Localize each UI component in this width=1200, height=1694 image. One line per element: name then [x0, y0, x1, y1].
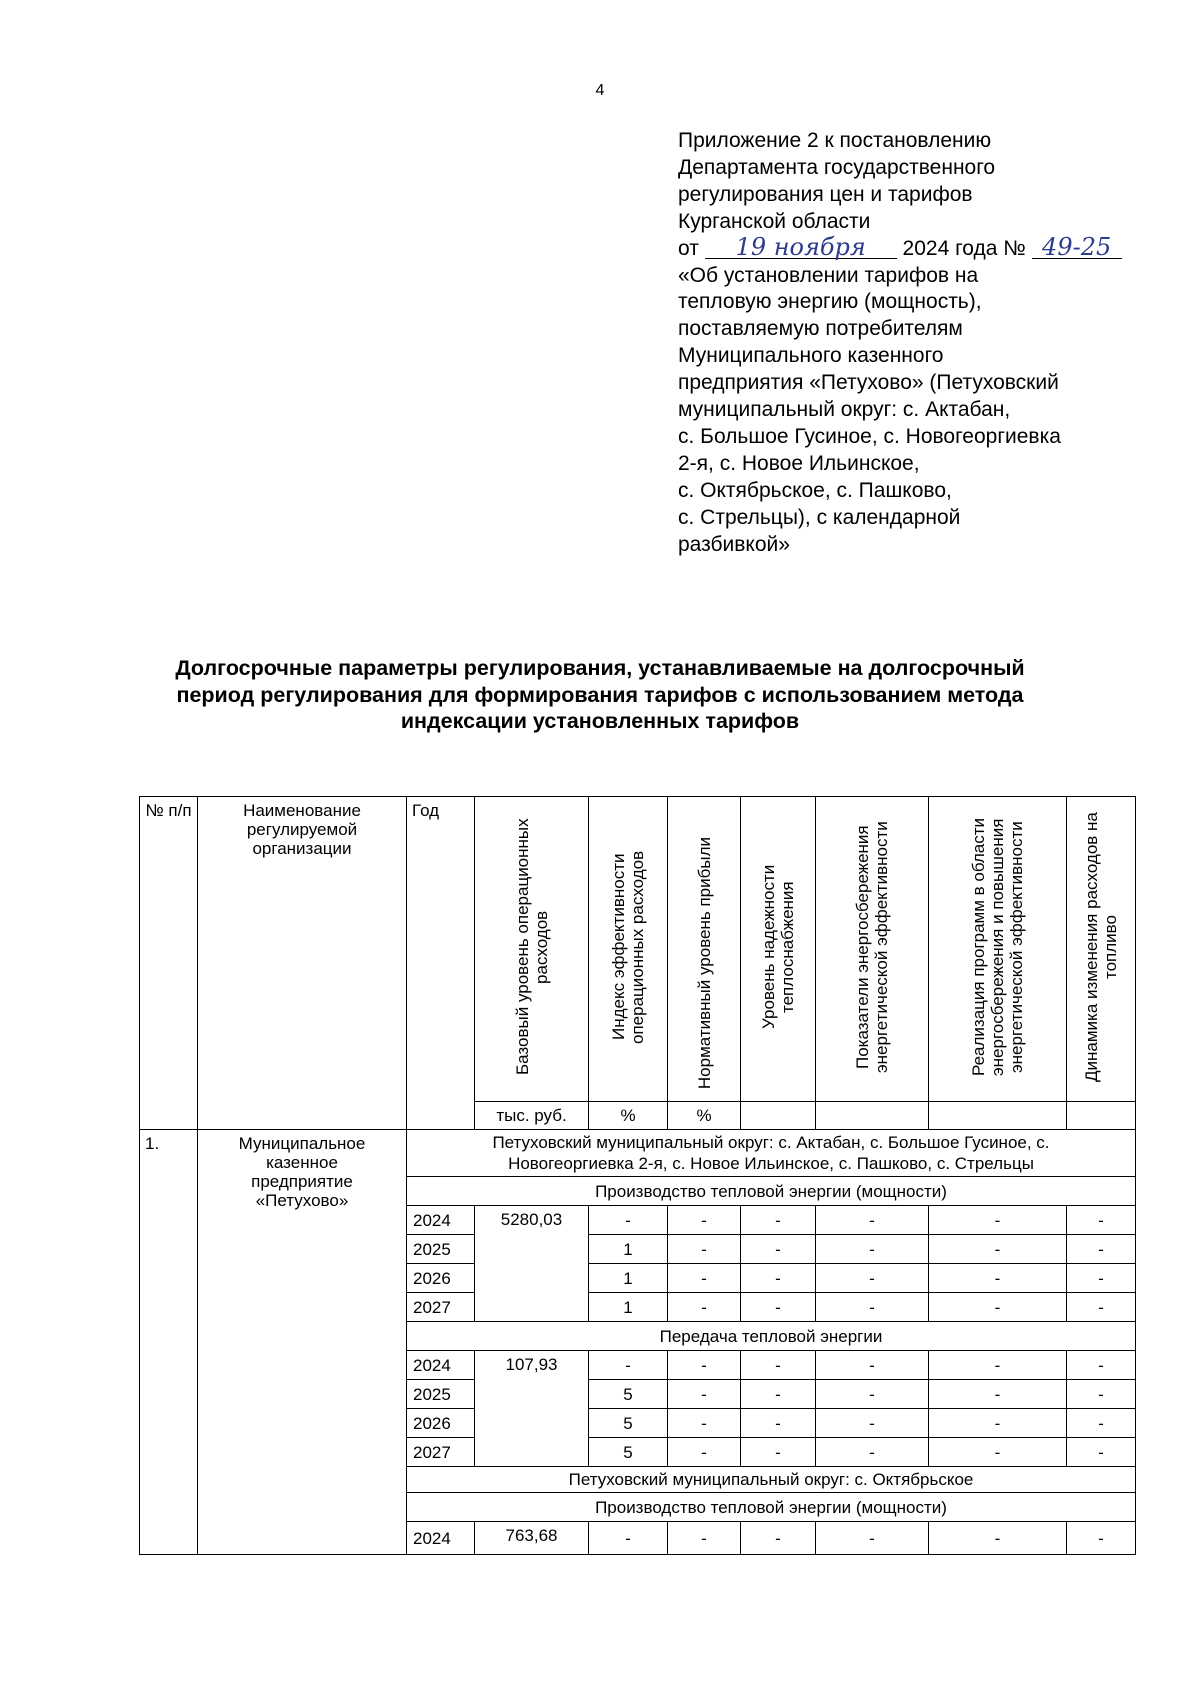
activity-cell: Производство тепловой энергии (мощности)	[407, 1493, 1136, 1522]
year-cell: 2025	[407, 1380, 475, 1409]
index-cell: 5	[589, 1409, 668, 1438]
appendix-line: муниципальный округ: с. Актабан,	[678, 398, 1011, 422]
unit-profit: %	[668, 1102, 741, 1130]
reliability-cell: -	[741, 1351, 816, 1380]
energy-cell: -	[816, 1206, 929, 1235]
index-cell: 1	[589, 1293, 668, 1322]
org-name: Муниципальное казенное предприятие «Петухово»	[198, 1130, 407, 1555]
unit-empty	[741, 1102, 816, 1130]
territory-row	[140, 1130, 1136, 1177]
unit-empty	[929, 1102, 1067, 1130]
handwritten-date: 19 ноября	[705, 236, 897, 259]
year-cell: 2024	[407, 1206, 475, 1235]
energy-cell: -	[816, 1264, 929, 1293]
unit-empty	[816, 1102, 929, 1130]
fuel-cell: -	[1067, 1438, 1136, 1467]
header-profit: Нормативный уровень прибыли	[694, 836, 714, 1089]
header-base-cell	[475, 797, 589, 1102]
header-year: Год	[407, 797, 475, 1130]
header-programs-cell	[929, 797, 1067, 1102]
appendix-line: предприятия «Петухово» (Петуховский	[678, 371, 1059, 395]
appendix-line: поставляемую потребителям	[678, 317, 963, 341]
index-cell: -	[589, 1351, 668, 1380]
fuel-cell: -	[1067, 1351, 1136, 1380]
fuel-cell: -	[1067, 1293, 1136, 1322]
row-number: 1.	[140, 1130, 198, 1555]
appendix-line: Муниципального казенного	[678, 344, 944, 368]
base-cost-cell: 107,93	[475, 1351, 589, 1467]
territory-cell: Петуховский муниципальный округ: с. Актабан, с. Большое Гусиное, с. Новогеоргиевка 2-я, с. Новое Ильинское, с. Пашково, с. Стрельцы	[407, 1130, 1136, 1177]
index-cell: -	[589, 1522, 668, 1555]
year-cell: 2026	[407, 1264, 475, 1293]
reliability-cell: -	[741, 1522, 816, 1555]
header-org: Наименование регулируемой организации	[198, 797, 407, 1130]
appendix-line: с. Стрельцы), с календарной	[678, 505, 961, 529]
unit-empty	[1067, 1102, 1136, 1130]
programs-cell: -	[929, 1264, 1067, 1293]
reliability-cell: -	[741, 1409, 816, 1438]
energy-cell: -	[816, 1438, 929, 1467]
reliability-cell: -	[741, 1438, 816, 1467]
index-cell: 5	[589, 1380, 668, 1409]
year-text: 2024 года №	[902, 236, 1026, 260]
header-reliability: Уровень надежности теплоснабжения	[759, 864, 797, 1030]
title-line: период регулирования для формирования тарифов с использованием метода	[176, 682, 1024, 707]
profit-cell: -	[668, 1235, 741, 1264]
title-line: Долгосрочные параметры регулирования, устанавливаемые на долгосрочный	[175, 656, 1025, 680]
energy-cell: -	[816, 1235, 929, 1264]
year-cell: 2026	[407, 1409, 475, 1438]
appendix-line: регулирования цен и тарифов	[678, 182, 973, 206]
reliability-cell: -	[741, 1380, 816, 1409]
header-programs: Реализация программ в области энергосбережения и повышения энергетической эффективности	[969, 818, 1026, 1076]
header-energy: Показатели энергосбережения энергетической эффективности	[853, 821, 891, 1073]
page-number: 4	[595, 82, 605, 99]
programs-cell: -	[929, 1409, 1067, 1438]
unit-index: %	[589, 1102, 668, 1130]
index-cell: -	[589, 1206, 668, 1235]
fuel-cell: -	[1067, 1206, 1136, 1235]
programs-cell: -	[929, 1522, 1067, 1555]
reliability-cell: -	[741, 1206, 816, 1235]
appendix-header	[678, 128, 1178, 559]
appendix-line: Курганской области	[678, 209, 871, 233]
year-cell: 2027	[407, 1293, 475, 1322]
profit-cell: -	[668, 1206, 741, 1235]
programs-cell: -	[929, 1438, 1067, 1467]
fuel-cell: -	[1067, 1522, 1136, 1555]
header-profit-cell	[668, 797, 741, 1102]
programs-cell: -	[929, 1380, 1067, 1409]
appendix-line: «Об установлении тарифов на	[678, 263, 979, 287]
appendix-line: Приложение 2 к постановлению	[678, 129, 992, 152]
profit-cell: -	[668, 1264, 741, 1293]
header-index-cell	[589, 797, 668, 1102]
header-base: Базовый уровень операционных расходов	[512, 818, 551, 1076]
activity-cell: Передача тепловой энергии	[407, 1322, 1136, 1351]
activity-cell: Производство тепловой энергии (мощности)	[407, 1177, 1136, 1206]
header-energy-cell	[816, 797, 929, 1102]
programs-cell: -	[929, 1351, 1067, 1380]
programs-cell: -	[929, 1235, 1067, 1264]
index-cell: 1	[589, 1235, 668, 1264]
profit-cell: -	[668, 1522, 741, 1555]
fuel-cell: -	[1067, 1380, 1136, 1409]
date-prefix: от	[678, 236, 699, 260]
energy-cell: -	[816, 1409, 929, 1438]
profit-cell: -	[668, 1409, 741, 1438]
reliability-cell: -	[741, 1235, 816, 1264]
index-cell: 5	[589, 1438, 668, 1467]
fuel-cell: -	[1067, 1409, 1136, 1438]
year-cell: 2024	[407, 1351, 475, 1380]
header-num: № п/п	[140, 797, 198, 1130]
appendix-line: 2-я, с. Новое Ильинское,	[678, 451, 920, 475]
index-cell: 1	[589, 1264, 668, 1293]
profit-cell: -	[668, 1351, 741, 1380]
energy-cell: -	[816, 1522, 929, 1555]
header-fuel: Динамика изменения расходов на топливо	[1082, 812, 1120, 1082]
base-cost-cell: 5280,03	[475, 1206, 589, 1322]
base-cost-cell: 763,68	[475, 1522, 589, 1555]
reliability-cell: -	[741, 1293, 816, 1322]
appendix-line: с. Октябрьское, с. Пашково,	[678, 478, 952, 502]
header-index: Индекс эффективности операционных расходов	[609, 850, 647, 1044]
parameters-table	[139, 796, 1135, 1555]
energy-cell: -	[816, 1380, 929, 1409]
appendix-line: разбивкой»	[678, 532, 790, 556]
header-fuel-cell	[1067, 797, 1136, 1102]
energy-cell: -	[816, 1293, 929, 1322]
reliability-cell: -	[741, 1264, 816, 1293]
document-title	[120, 655, 1080, 735]
energy-cell: -	[816, 1351, 929, 1380]
profit-cell: -	[668, 1380, 741, 1409]
appendix-line: Департамента государственного	[678, 155, 996, 179]
fuel-cell: -	[1067, 1264, 1136, 1293]
handwritten-number: 49-25	[1032, 236, 1122, 259]
title-line: индексации установленных тарифов	[400, 709, 800, 733]
year-cell: 2025	[407, 1235, 475, 1264]
header-reliability-cell	[741, 797, 816, 1102]
year-cell: 2024	[407, 1522, 475, 1555]
profit-cell: -	[668, 1293, 741, 1322]
profit-cell: -	[668, 1438, 741, 1467]
unit-base: тыс. руб.	[475, 1102, 589, 1130]
fuel-cell: -	[1067, 1235, 1136, 1264]
year-cell: 2027	[407, 1438, 475, 1467]
appendix-line: с. Большое Гусиное, с. Новогеоргиевка	[678, 424, 1061, 448]
appendix-date-line	[678, 232, 1178, 263]
programs-cell: -	[929, 1293, 1067, 1322]
territory-cell: Петуховский муниципальный округ: с. Октябрьское	[407, 1467, 1136, 1493]
appendix-line: тепловую энергию (мощность),	[678, 290, 982, 314]
programs-cell: -	[929, 1206, 1067, 1235]
